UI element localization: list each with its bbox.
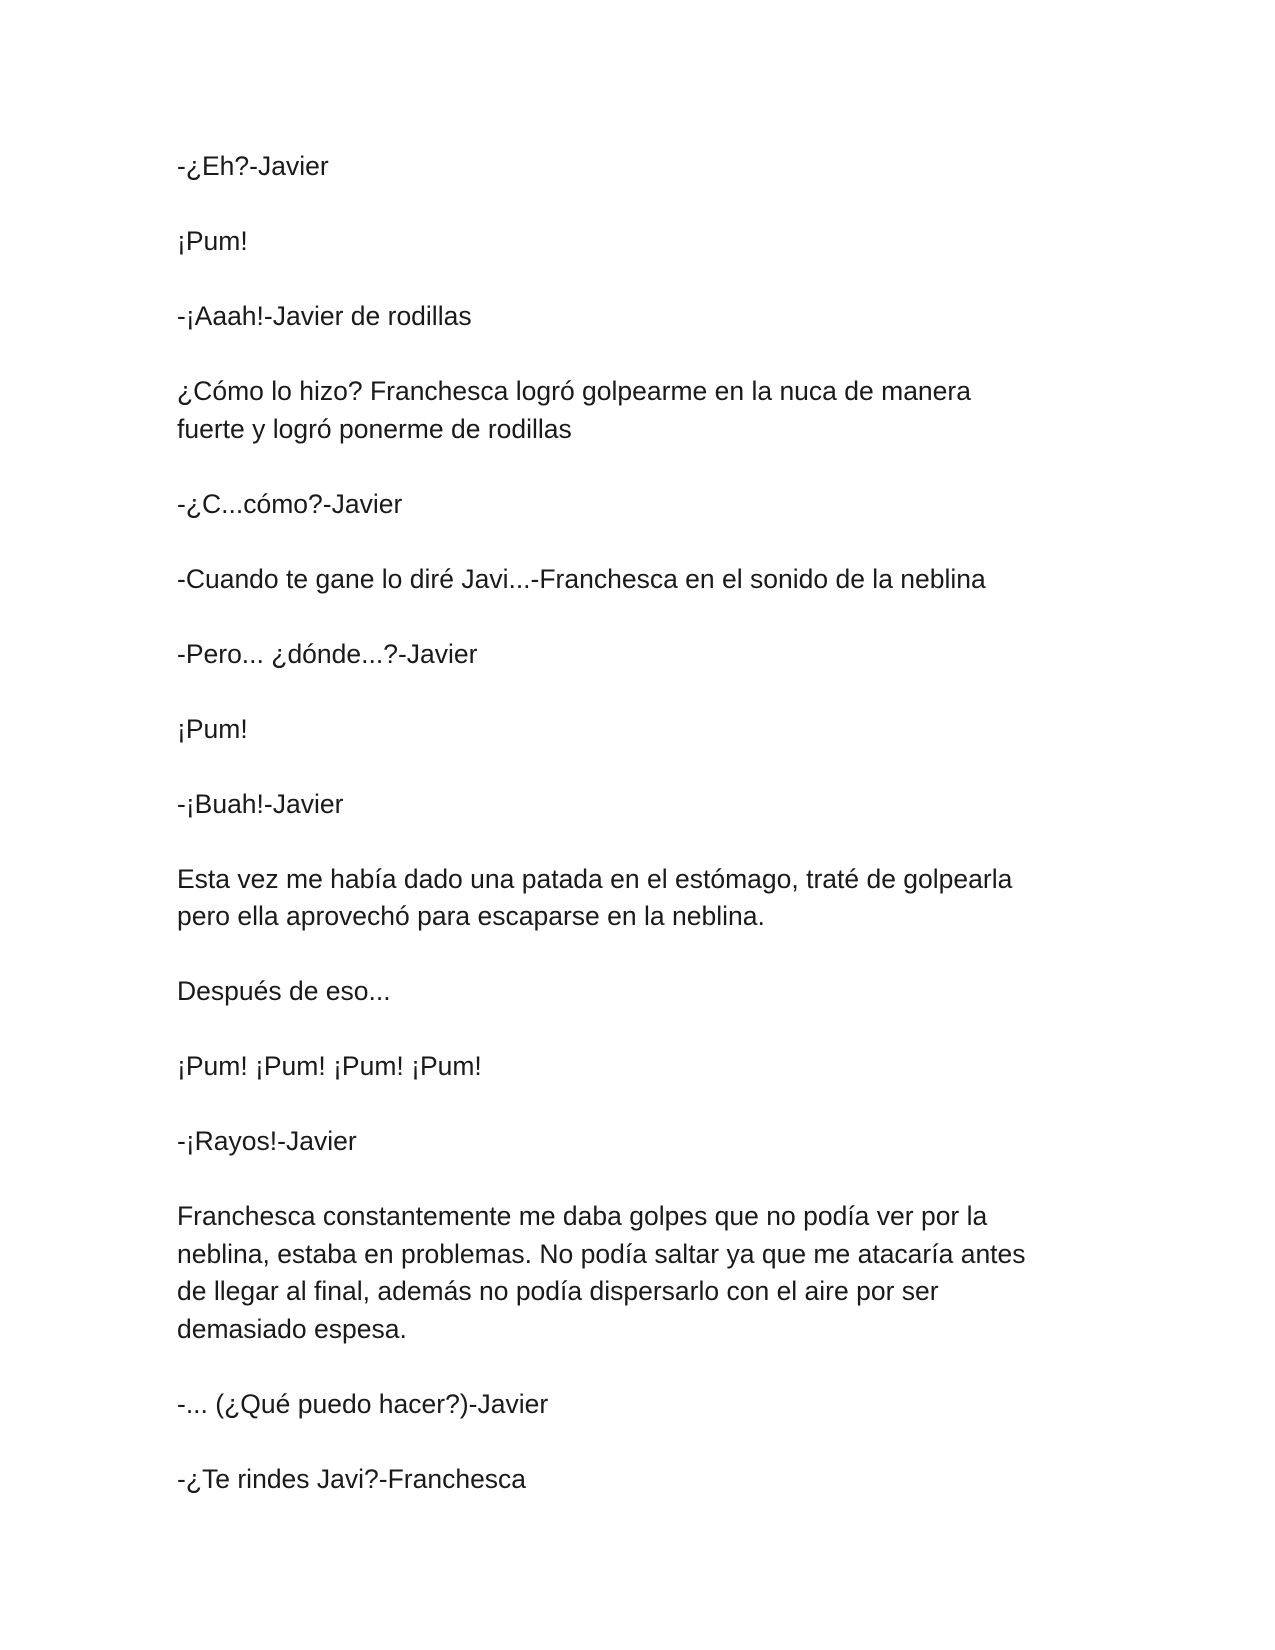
text-line: -¡Rayos!-Javier [177,1126,357,1156]
text-line: ¿Cómo lo hizo? Franchesca logró golpearme en la nuca de manera [177,376,971,406]
paragraph [177,1048,1097,1086]
text-line: -¿C...cómo?-Javier [177,488,403,519]
text-line: ¡Pum! [177,713,248,744]
text-line: -Pero... ¿dónde...?-Javier [177,638,478,669]
text-line: demasiado espesa. [177,1313,407,1344]
paragraph [177,1386,1097,1424]
text-line: ¡Pum! [177,226,248,256]
paragraph [177,298,1097,336]
text-line: -¿Eh?-Javier [177,151,329,181]
text-line: Franchesca constantemente me daba golpes que no podía ver por la [177,1201,988,1231]
paragraph [177,1123,1097,1161]
paragraph [177,373,1097,448]
text-line: -¿Te rindes Javi?-Franchesca [177,1463,527,1494]
paragraph [177,486,1097,524]
text-line: pero ella aprovechó para escaparse en la neblina. [177,901,765,931]
text-line: Después de eso... [177,976,391,1006]
text-line: -¡Aaah!-Javier de rodillas [177,301,472,331]
paragraph [177,973,1097,1011]
paragraph [177,1461,1097,1499]
text-line: ¡Pum! ¡Pum! ¡Pum! ¡Pum! [177,1051,482,1081]
paragraph [177,1198,1097,1348]
text-line: neblina, estaba en problemas. No podía saltar ya que me atacaría antes [177,1238,1026,1269]
text-line: -Cuando te gane lo diré Javi...-Franchesca en el sonido de la neblina [177,563,986,594]
paragraph [177,711,1097,749]
paragraph [177,223,1097,261]
paragraph [177,561,1097,599]
text-line: -... (¿Qué puedo hacer?)-Javier [177,1388,549,1419]
text-line: -¡Buah!-Javier [177,788,344,819]
text-line: fuerte y logró ponerme de rodillas [177,413,572,444]
text-line: Esta vez me había dado una patada en el estómago, traté de golpearla [177,863,1013,894]
paragraph [177,786,1097,824]
paragraph [177,636,1097,674]
paragraph [177,148,1097,186]
document-body [177,148,1097,1536]
paragraph [177,861,1097,936]
text-line: de llegar al final, además no podía dispersarlo con el aire por ser [177,1276,939,1306]
